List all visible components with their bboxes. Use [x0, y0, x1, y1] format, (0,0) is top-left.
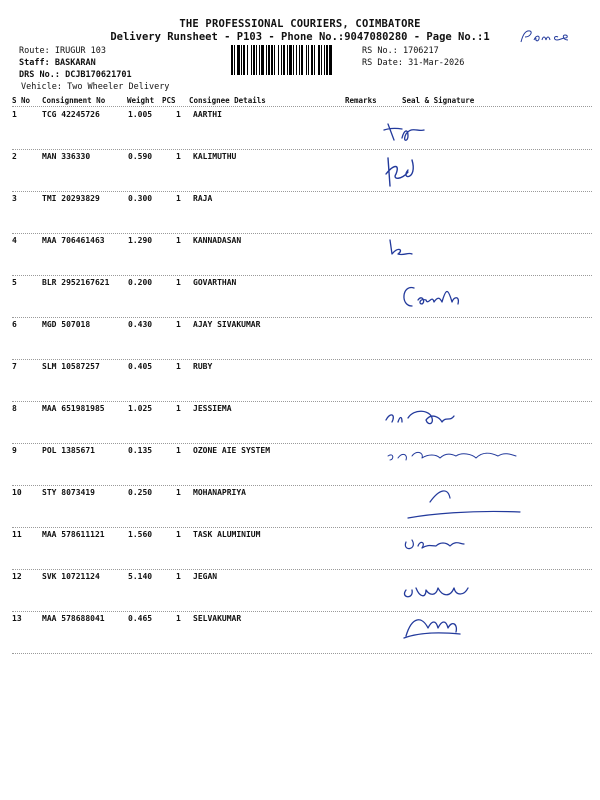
- row-weight: 1.005: [128, 110, 153, 119]
- row-weight: 0.300: [128, 194, 153, 203]
- route-line: Route: IRUGUR 103: [19, 46, 107, 56]
- row-weight: 1.025: [128, 404, 153, 413]
- signature-row-3: [380, 196, 600, 236]
- drs-line: DRS No.: DCJB170621701: [19, 70, 132, 80]
- barcode-bar: [247, 45, 248, 75]
- row-weight: 0.250: [128, 488, 153, 497]
- row-consignee: OZONE AIE SYSTEM: [193, 446, 271, 455]
- signature-row-13: [400, 610, 600, 656]
- barcode-bar: [293, 45, 294, 75]
- row-weight: 0.465: [128, 614, 153, 623]
- svg-text:9842601199: 9842601199: [422, 247, 524, 266]
- col-pcs: PCS: [162, 96, 176, 105]
- row-consignee: AJAY SIVAKUMAR: [193, 320, 261, 329]
- row-weight: 0.430: [128, 320, 153, 329]
- row-consignee: AARTHI: [193, 110, 222, 119]
- row-consignment-no: MAA 706461463: [42, 236, 105, 245]
- svg-text:31/03/26 9906089946: 31/03/26 9906089946: [416, 640, 539, 653]
- svg-text:m.Raja 9042561770: m.Raja 9042561770: [384, 208, 538, 226]
- row-consignment-no: TMI 20293829: [42, 194, 100, 203]
- svg-text:8220048428: 8220048428: [442, 125, 544, 144]
- barcode-bar: [326, 45, 328, 75]
- row-consignment-no: MGD 507018: [42, 320, 91, 329]
- row-pcs: 1: [176, 110, 181, 119]
- row-consignment-no: SLM 10587257: [42, 362, 100, 371]
- barcode-bar: [259, 45, 260, 75]
- row-consignee: RUBY: [193, 362, 213, 371]
- barcode-bar: [243, 45, 245, 75]
- row-consignment-no: MAA 578688041: [42, 614, 105, 623]
- barcode-bar: [321, 45, 322, 75]
- barcode-bar: [283, 45, 285, 75]
- row-consignment-no: TCG 42245726: [42, 110, 100, 119]
- barcode-bar: [268, 45, 270, 75]
- row-divider: [12, 275, 592, 276]
- barcode-bar: [278, 45, 279, 75]
- row-sno: 8: [12, 404, 17, 413]
- barcode-bar: [231, 45, 233, 75]
- row-consignment-no: POL 1385671: [42, 446, 95, 455]
- barcode-bar: [296, 45, 297, 75]
- barcode-bar: [266, 45, 267, 75]
- barcode-bar: [318, 45, 320, 75]
- barcode-bar: [274, 45, 275, 75]
- row-pcs: 1: [176, 530, 181, 539]
- drs-value: DCJB170621701: [65, 70, 132, 80]
- row-pcs: 1: [176, 152, 181, 161]
- svg-text:8122778191: 8122778191: [394, 466, 464, 479]
- col-weight: Weight: [127, 96, 155, 105]
- barcode-bar: [287, 45, 288, 75]
- rs-date-line: RS Date: 31-Mar-2026: [362, 58, 465, 68]
- row-weight: 1.290: [128, 236, 153, 245]
- svg-text:9095365005 31/3/26: 9095365005 31/3/26: [474, 533, 600, 547]
- row-sno: 9: [12, 446, 17, 455]
- header-divider: [12, 106, 592, 107]
- col-sno: S No: [12, 96, 31, 105]
- route-value: IRUGUR 103: [54, 46, 107, 56]
- signature-row-2: [378, 150, 598, 194]
- row-consignment-no: MAA 578611121: [42, 530, 105, 539]
- row-weight: 5.140: [128, 572, 153, 581]
- row-weight: 0.590: [128, 152, 153, 161]
- row-consignment-no: BLR 2952167621: [42, 278, 110, 287]
- barcode-bar: [299, 45, 300, 75]
- signature-row-9: [380, 446, 540, 486]
- row-consignee: GOVARTHAN: [193, 278, 237, 287]
- row-pcs: 1: [176, 320, 181, 329]
- barcode-bar: [251, 45, 252, 75]
- row-pcs: 1: [176, 362, 181, 371]
- svg-text:K Ray 8608142435: K Ray 8608142435: [404, 342, 550, 360]
- top-handwritten-note: [518, 26, 578, 48]
- staff-value: BASKARAN: [54, 58, 96, 68]
- col-remarks: Remarks: [345, 96, 377, 105]
- row-consignee: SELVAKUMAR: [193, 614, 242, 623]
- barcode-bar: [253, 45, 255, 75]
- row-weight: 0.135: [128, 446, 153, 455]
- signature-row-11: [398, 526, 598, 570]
- svg-text:31/3/26: 31/3/26: [476, 299, 538, 318]
- row-consignee: KALIMUTHU: [193, 152, 237, 161]
- barcode-bar: [271, 45, 273, 75]
- barcode-bar: [241, 45, 242, 75]
- row-sno: 4: [12, 236, 17, 245]
- row-pcs: 1: [176, 194, 181, 203]
- row-pcs: 1: [176, 488, 181, 497]
- row-weight: 0.405: [128, 362, 153, 371]
- rs-no-line: RS No.: 1706217: [362, 46, 439, 56]
- barcode-bar: [311, 45, 313, 75]
- rs-no-value: 1706217: [402, 46, 439, 56]
- row-weight: 0.200: [128, 278, 153, 287]
- col-signature: Seal & Signature: [402, 96, 475, 105]
- barcode: [231, 45, 357, 75]
- signature-row-8: [380, 402, 595, 448]
- signature-row-1: [380, 112, 595, 152]
- row-consignee: MOHANAPRIYA: [193, 488, 246, 497]
- row-consignee: JESSIEMA: [193, 404, 232, 413]
- row-sno: 13: [12, 614, 22, 623]
- barcode-bar: [308, 45, 309, 75]
- signature-row-12: [398, 574, 588, 614]
- row-consignment-no: STY 8073419: [42, 488, 95, 497]
- barcode-bar: [324, 45, 325, 75]
- row-pcs: 1: [176, 404, 181, 413]
- barcode-bar: [281, 45, 282, 75]
- row-weight: 1.560: [128, 530, 153, 539]
- svg-text:9840615544: 9840615544: [464, 425, 573, 445]
- signature-row-5: [396, 280, 596, 320]
- row-consignee: JEGAN: [193, 572, 218, 581]
- row-consignment-no: SVK 10721124: [42, 572, 100, 581]
- barcode-bar: [329, 45, 332, 75]
- row-consignment-no: MAN 336330: [42, 152, 91, 161]
- runsheet-subtitle: Delivery Runsheet - P103 - Phone No.:9047080280 - Page No.:1: [110, 31, 490, 43]
- document-title: THE PROFESSIONAL COURIERS, COIMBATORE: [179, 18, 421, 30]
- row-consignment-no: MAA 651981985: [42, 404, 105, 413]
- row-sno: 5: [12, 278, 17, 287]
- barcode-bar: [256, 45, 257, 75]
- vehicle-line: Vehicle: Two Wheeler Delivery: [21, 82, 170, 92]
- row-pcs: 1: [176, 278, 181, 287]
- vehicle-value: Two Wheeler Delivery: [67, 82, 170, 92]
- svg-text:Ruby 9342589963: Ruby 9342589963: [384, 380, 514, 396]
- barcode-bar: [261, 45, 264, 75]
- row-pcs: 1: [176, 236, 181, 245]
- row-sno: 1: [12, 110, 17, 119]
- barcode-bar: [301, 45, 303, 75]
- barcode-bar: [237, 45, 240, 75]
- signature-row-4: [384, 232, 594, 272]
- svg-text:9 3 4 5 5 / 0: 9 3 4 5 5 / 0: [406, 499, 503, 518]
- signature-row-6: [400, 326, 600, 366]
- row-sno: 11: [12, 530, 22, 539]
- row-pcs: 1: [176, 572, 181, 581]
- row-consignee: RAJA: [193, 194, 213, 203]
- rs-date-value: 31-Mar-2026: [408, 58, 465, 68]
- row-consignee: TASK ALUMINIUM: [193, 530, 261, 539]
- barcode-bar: [234, 45, 235, 75]
- signature-row-7: [380, 368, 590, 404]
- row-sno: 10: [12, 488, 22, 497]
- svg-text:9778868679: 9778868679: [450, 164, 565, 185]
- row-pcs: 1: [176, 446, 181, 455]
- row-sno: 2: [12, 152, 17, 161]
- row-sno: 6: [12, 320, 17, 329]
- barcode-bar: [314, 45, 315, 75]
- staff-line: Staff: BASKARAN: [19, 58, 96, 68]
- signature-row-10: [400, 484, 580, 528]
- row-sno: 12: [12, 572, 22, 581]
- row-sno: 3: [12, 194, 17, 203]
- row-sno: 7: [12, 362, 17, 371]
- barcode-bar: [306, 45, 307, 75]
- svg-text:31/03/26: 31/03/26: [482, 589, 554, 608]
- barcode-bar: [289, 45, 292, 75]
- col-consignee: Consignee Details: [189, 96, 266, 105]
- col-consignment: Consignment No: [42, 96, 106, 105]
- row-pcs: 1: [176, 614, 181, 623]
- row-consignee: KANNADASAN: [193, 236, 242, 245]
